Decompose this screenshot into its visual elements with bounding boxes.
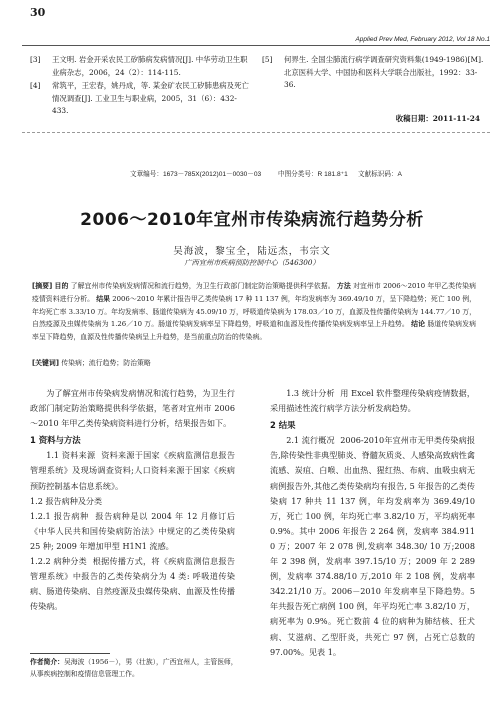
paragraph-1-2-2: 根据传播方式，将《疾病监测信息报告管理系统》中报告的乙类传染病分为 4 类: 呼吸道传染病、肠道传染病、自然疫源及虫媒传染病、血源及性传播传染病。 [30, 556, 235, 612]
article-id: 文章编号：1673－785X(2012)01－0030－03 [130, 171, 262, 178]
heading-1-2-1: 1.2.1 报告病种 [30, 510, 89, 521]
author-affiliation: 广西宜州市疾病预防控制中心（546300） [184, 258, 320, 267]
header-rule [22, 45, 490, 46]
heading-2-1: 2.1 流行概况 [286, 435, 335, 446]
keywords-text: 传染病；流行趋势；防治策略 [61, 359, 151, 367]
clc-number: 中图分类号：R 181.8⁺1 [278, 171, 348, 178]
heading-1-2-2: 1.2.2 病种分类 [30, 556, 87, 567]
reference-text: 王文明. 岩金开采农民工矽肺病发病情况[J]. 中华劳动卫生职业病杂志，2006，24（2）：114-115. [52, 55, 248, 77]
method-text: 对宜州市 2006～2010 年甲乙类传染病疫情资料进行分析。 [32, 282, 476, 303]
reference-text: 常筑平，王宏春，姚丹成，等. 某金矿农民工矽肺患病及死亡情况调查[J]. 工业卫生与职业病，2005，31（6）：432-433. [52, 81, 249, 115]
heading-results: 2 结果 [270, 420, 296, 431]
reference-item [262, 54, 484, 92]
left-column [30, 386, 235, 614]
reference-number: [4] [30, 81, 41, 90]
right-column [270, 386, 475, 660]
author-footnote [30, 657, 240, 681]
reference-item [30, 54, 252, 79]
reference-text: 何界生. 全国尘肺流行病学调查研究资料集(1949-1986)[M]. 北京医科大学、中国协和医科大学联合出版社，1992：33-36. [284, 55, 484, 89]
section-divider [22, 132, 490, 133]
heading-1-1: 1.1 资料来源 [46, 450, 96, 461]
author-list: 吴海波，黎宝全，陆远杰，韦宗文 [173, 246, 331, 257]
abstract-label: [摘要] [32, 282, 53, 290]
reference-number: [5] [262, 55, 273, 64]
document-code: 文献标识码：A [358, 171, 402, 178]
reference-number: [3] [30, 55, 41, 64]
paragraph-2-1: 2006-2010年宜州市无甲类传染病报告,除传染性非典型肺炎、脊髓灰质炎、人感染高致病性禽流感、炭疽、白喉、出血热、猩红热、布病、血吸虫病无病例报告外,其他乙类传染病均有报告, 5 年报告的乙类传染病 17 种共 11 137 例，年均发病率为 369.49/10 万，死亡 100 例，年均死亡率 3.82/10 万，平均病死率 0.9%。其中 2006 年报告 2 264 例，发病率 384.911 0 万；2007 年 2 078 例,发病率 348.30/ 10 万;2008 年 2 398 例，发病率 397.15/10 万；2009 年 2 289 例，发病率 374.88/10 万,2010 年 2 108 例，发病率 342.21/10 万。2006－2010 年发病率呈下降趋势。5 年共报告死亡病例 100 例，年平均死亡率 3.82/10 万，病死率为 0.9%。死亡数前 4 位的病种为肺结核、狂犬病、艾滋病、乙型肝炎，共死亡 97 例，占死亡总数的 97.00%。见表 1。 [270, 435, 475, 657]
result-text: 2006～2010 年累计报告甲乙类传染病 17 种 11 137 例，年均发病率为 369.49/10 万，呈下降趋势；死亡 100 例，年均死亡率 3.33/10 万。年均发病率、肠道传染病为 45.09/10 万，呼吸道传染病为 178.03／10 万，血源及性传播传染病为 144.77／10 万，自然疫源及虫媒传染病为 1.26／10 万。肠道传染病发病率呈下降趋势，呼吸道和血源及性传播传染病发病率呈上升趋势。 [32, 294, 476, 329]
footnote-rule [30, 653, 110, 654]
page-number: 30 [30, 6, 46, 19]
running-header: Applied Prev Med, February 2012, Vol 18 No.1 [355, 36, 490, 43]
paragraph-1-1: 资料来源于国家《疾病监测信息报告管理系统》及现场调查资料;人口资料来源于国家《疾病预防控制基本信息系统》。 [30, 450, 235, 491]
purpose-text: 了解宜州市传染病发病情况和流行趋势，为卫生行政部门制定防治策略提供科学依据。 [70, 282, 335, 290]
result-label: 结果 [96, 294, 111, 303]
paragraph-1-2-1: 报告病种是以 2004 年 12 月修订后《中华人民共和国传染病防治法》中规定的乙类传染病 25 种; 2009 年增加甲型 H1N1 流感。 [30, 510, 235, 551]
heading-1-3: 1.3 统计分析 [286, 388, 335, 398]
heading-methods: 1 资料与方法 [30, 435, 81, 446]
heading-1-2: 1.2 报告病种及分类 [30, 495, 103, 506]
conclusion-label: 结论 [411, 320, 426, 329]
reference-item [30, 80, 252, 118]
received-date: 收稿日期：2011-11-24 [395, 114, 480, 123]
keywords [32, 357, 151, 367]
footnote-text: 吴海波（1956－），男（壮族），广西宜州人，主管医师，从事疾病控制和疫情信息管理工作。 [30, 658, 238, 678]
paragraph-1-3: 用 Excel 软件整理传染病疫情数据，采用描述性流行病学方法分析发病趋势。 [270, 388, 476, 414]
conclusion-text: 肠道传染病发病率呈下降趋势，血源及性传播传染病呈上升趋势，是当前重点防治的传染病。 [32, 320, 476, 342]
method-label: 方法 [336, 282, 351, 290]
keywords-label: [关键词] [32, 359, 59, 367]
footnote-label: 作者简介： [30, 658, 64, 666]
intro-paragraph: 为了解宜州市传染病发病情况和流行趋势，为卫生行政部门制定防治策略提供科学依据，笔者对宜州市 2006～2010 年甲乙类传染病资料进行分析，结果报告如下。 [30, 388, 235, 429]
article-title: 2006～2010年宜州市传染病流行趋势分析 [80, 210, 424, 230]
purpose-label: 目的 [54, 282, 69, 290]
abstract [32, 280, 476, 344]
